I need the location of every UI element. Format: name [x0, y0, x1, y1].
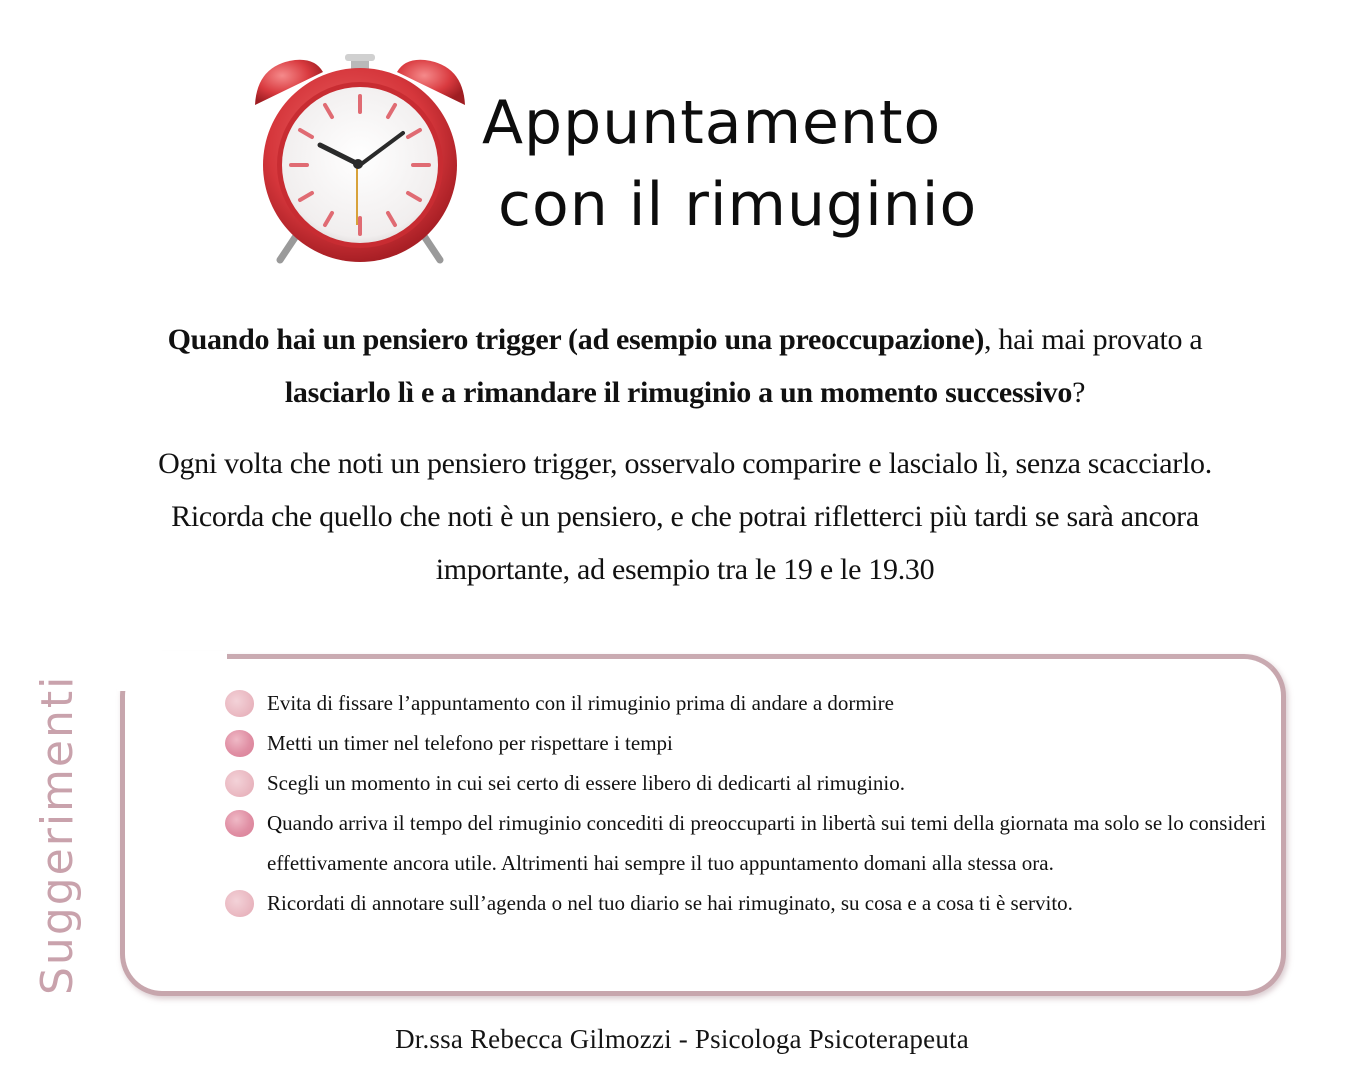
- intro-bold-1: Quando hai un pensiero trigger (ad esempio una preoccupazione): [167, 323, 985, 356]
- page-title: [482, 82, 1122, 246]
- title-line-1: Appuntamento: [482, 88, 942, 158]
- list-item: [225, 763, 1270, 803]
- suggestions-label: Suggerimenti: [32, 674, 83, 995]
- intro-text-1: , hai mai provato a: [984, 323, 1203, 356]
- list-item-text: Evita di fissare l’appuntamento con il rimuginio prima di andare a dormire: [267, 691, 894, 715]
- footer-author: Dr.ssa Rebecca Gilmozzi - Psicologa Psicoterapeuta: [395, 1024, 969, 1054]
- title-line-2: con il rimuginio: [498, 170, 978, 240]
- bullet-icon: [225, 770, 254, 797]
- list-item: [225, 683, 1270, 723]
- intro-paragraph-1: [140, 313, 1230, 419]
- bullet-icon: [225, 690, 254, 717]
- list-item-text: Ricordati di annotare sull’agenda o nel tuo diario se hai rimuginato, su cosa e a cosa ti è servito.: [267, 891, 1073, 915]
- list-item: [225, 723, 1270, 763]
- intro-text: [140, 313, 1230, 596]
- list-item-text: Scegli un momento in cui sei certo di essere libero di dedicarti al rimuginio.: [267, 771, 905, 795]
- alarm-clock-icon: [245, 50, 475, 275]
- bullet-icon: [225, 730, 254, 757]
- header: [0, 0, 1364, 290]
- list-item: [225, 883, 1270, 923]
- intro-bold-2: lasciarlo lì e a rimandare il rimuginio a un momento successivo: [284, 376, 1073, 409]
- intro-text-2: ?: [1072, 376, 1086, 409]
- list-item-text: Quando arriva il tempo del rimuginio concediti di preoccuparti in libertà sui temi della giornata ma solo se lo consideri effettivamente ancora utile. Altrimenti hai sempre il tuo appuntamento domani alla stessa ora.: [267, 811, 1266, 875]
- bullet-icon: [225, 810, 254, 837]
- list-item: [225, 803, 1270, 883]
- list-item-text: Metti un timer nel telefono per rispettare i tempi: [267, 731, 673, 755]
- intro-paragraph-2: Ogni volta che noti un pensiero trigger, osservalo comparire e lascialo lì, senza scacciarlo. Ricorda che quello che noti è un pensiero, e che potrai rifletterci più tardi se sarà ancora importante, ad esempio tra le 19 e le 19.30: [158, 447, 1212, 586]
- bullet-icon: [225, 890, 254, 917]
- suggestions-list: [225, 683, 1270, 923]
